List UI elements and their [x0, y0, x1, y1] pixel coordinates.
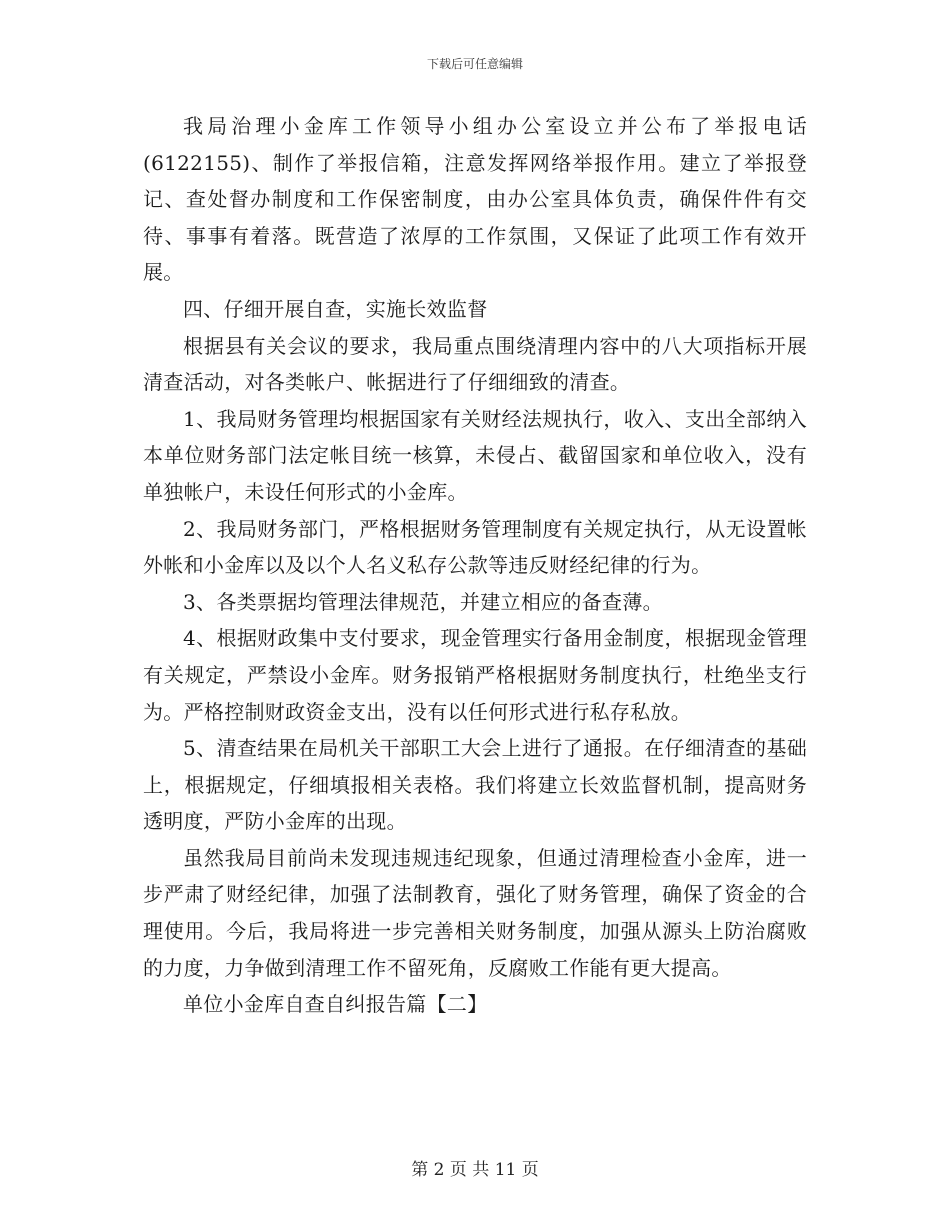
paragraph-conclusion: 虽然我局目前尚未发现违规违纪现象，但通过清理检查小金库，进一步严肃了财经纪律，加强了法制教育，强化了财务管理，确保了资金的合理使用。今后，我局将进一步完善相关财务制度，加强从源头上防治腐败的力度，力争做到清理工作不留死角，反腐败工作能有更大提高。	[143, 845, 807, 980]
paragraph-item-3: 3、各类票据均管理法律规范，并建立相应的备查薄。	[183, 589, 663, 614]
paragraph-item-5: 5、清查结果在局机关干部职工大会上进行了通报。在仔细清查的基础上，根据规定，仔细填报相关表格。我们将建立长效监督机制，提高财务透明度，严防小金库的出现。	[143, 736, 807, 834]
page-header: 下载后可任意编辑	[426, 57, 523, 71]
paragraph-inspection-intro: 根据县有关会议的要求，我局重点围绕清理内容中的八大项指标开展清查活动，对各类帐户、帐据进行了仔细细致的清查。	[143, 333, 807, 395]
paragraph-item-2: 2、我局财务部门，严格根据财务管理制度有关规定执行，从无设置帐外帐和小金库以及以个人名义私存公款等违反财经纪律的行为。	[143, 516, 807, 578]
paragraph-item-1: 1、我局财务管理均根据国家有关财经法规执行，收入、支出全部纳入本单位财务部门法定帐目统一核算，未侵占、截留国家和单位收入，没有单独帐户，未设任何形式的小金库。	[143, 406, 807, 504]
section-heading-self-inspection: 四、仔细开展自查，实施长效监督	[183, 296, 488, 321]
page-number-footer: 第 2 页 共 11 页	[411, 1160, 539, 1180]
paragraph-item-4: 4、根据财政集中支付要求，现金管理实行备用金制度，根据现金管理有关规定，严禁设小金库。财务报销严格根据财务制度执行，杜绝坐支行为。严格控制财政资金支出，没有以任何形式进行私存私放。	[143, 626, 807, 724]
document-body	[143, 108, 807, 1023]
section-title-part-two: 单位小金库自查自纠报告篇【二】	[183, 992, 488, 1017]
paragraph-reporting-hotline: 我局治理小金库工作领导小组办公室设立并公布了举报电话(6122155)、制作了举报信箱，注意发挥网络举报作用。建立了举报登记、查处督办制度和工作保密制度，由办公室具体负责，确保件件有交待、事事有着落。既营造了浓厚的工作氛围，又保证了此项工作有效开展。	[143, 114, 807, 285]
